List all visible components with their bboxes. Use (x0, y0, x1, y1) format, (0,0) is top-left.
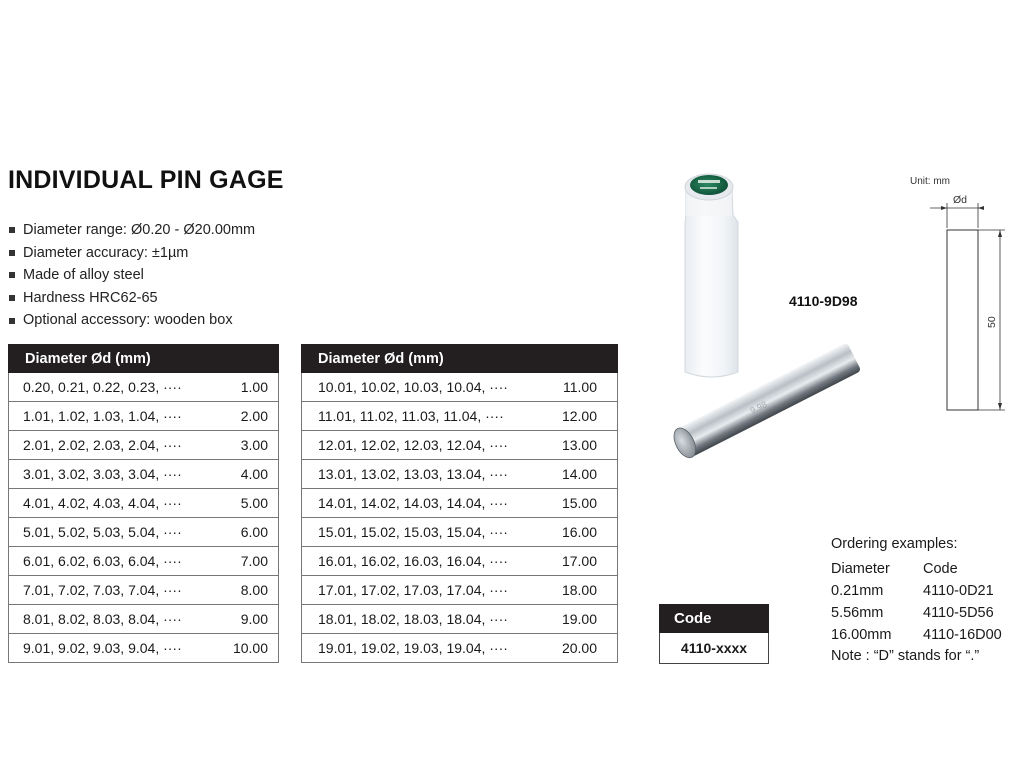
ordering-row (831, 580, 1002, 602)
row-end: 15.00 (561, 495, 597, 511)
table-row (302, 547, 618, 576)
ordering-code: 4110-5D56 (923, 605, 994, 621)
row-end: 9.00 (240, 611, 268, 627)
ordering-row (831, 624, 1002, 646)
length-label: 50 (986, 316, 998, 328)
ordering-examples (831, 536, 1002, 664)
row-end: 6.00 (240, 524, 268, 540)
ordering-heading: Ordering examples: (831, 536, 958, 552)
ordering-col-diameter: Diameter (831, 561, 890, 577)
table-row (302, 460, 618, 489)
table-row (9, 605, 279, 634)
row-values: 4.01, 4.02, 4.03, 4.04, ···· (23, 495, 182, 511)
diameter-table-right (301, 344, 618, 663)
table-row (302, 373, 618, 402)
feature-item (9, 219, 255, 242)
row-end: 19.00 (561, 611, 597, 627)
ordering-diameter: 5.56mm (831, 605, 884, 621)
table-header: Diameter Ød (mm) (9, 345, 279, 373)
row-end: 10.00 (232, 640, 268, 656)
row-end: 7.00 (240, 553, 268, 569)
row-end: 4.00 (240, 466, 268, 482)
row-values: 19.01, 19.02, 19.03, 19.04, ···· (318, 640, 508, 656)
bullet-square-icon (9, 295, 15, 301)
feature-item (9, 264, 255, 287)
table-row (9, 460, 279, 489)
table-row (9, 518, 279, 547)
row-values: 9.01, 9.02, 9.03, 9.04, ···· (23, 640, 182, 656)
bullet-square-icon (9, 227, 15, 233)
ordering-code: 4110-0D21 (923, 583, 994, 599)
table-row (9, 489, 279, 518)
code-box-header: Code (660, 605, 769, 633)
code-box-value: 4110-xxxx (660, 633, 769, 664)
table-row (302, 518, 618, 547)
table-row (9, 373, 279, 402)
bullet-square-icon (9, 250, 15, 256)
ordering-code: 4110-16D00 (923, 627, 1002, 643)
row-end: 20.00 (561, 640, 597, 656)
bullet-square-icon (9, 272, 15, 278)
row-end: 12.00 (561, 408, 597, 424)
row-values: 1.01, 1.02, 1.03, 1.04, ···· (23, 408, 182, 424)
feature-text: Made of alloy steel (23, 267, 144, 284)
table-row (9, 634, 279, 663)
diameter-symbol-label: Ød (953, 194, 968, 206)
table-header: Diameter Ød (mm) (302, 345, 618, 373)
table-row (9, 402, 279, 431)
page-title: INDIVIDUAL PIN GAGE (8, 166, 284, 194)
unit-label: Unit: mm (910, 176, 950, 187)
row-end: 17.00 (561, 553, 597, 569)
row-values: 17.01, 17.02, 17.03, 17.04, ···· (318, 582, 508, 598)
code-box (659, 604, 769, 664)
row-values: 10.01, 10.02, 10.03, 10.04, ···· (318, 379, 508, 395)
ordering-col-code: Code (923, 561, 958, 577)
row-values: 6.01, 6.02, 6.03, 6.04, ···· (23, 553, 182, 569)
row-end: 5.00 (240, 495, 268, 511)
ordering-diameter: 0.21mm (831, 583, 884, 599)
row-values: 12.01, 12.02, 12.03, 12.04, ···· (318, 437, 508, 453)
row-values: 13.01, 13.02, 13.03, 13.04, ···· (318, 466, 508, 482)
svg-text:9.98: 9.98 (748, 399, 769, 416)
table-row (302, 402, 618, 431)
row-values: 0.20, 0.21, 0.22, 0.23, ···· (23, 379, 182, 395)
row-values: 11.01, 11.02, 11.03, 11.04, ···· (318, 408, 504, 424)
feature-item (9, 309, 255, 332)
table-row (302, 605, 618, 634)
row-end: 1.00 (240, 379, 268, 395)
row-end: 8.00 (240, 582, 268, 598)
pin-gage-product-image (640, 160, 870, 460)
row-end: 2.00 (240, 408, 268, 424)
row-end: 3.00 (240, 437, 268, 453)
table-row (302, 576, 618, 605)
ordering-header-row (831, 558, 1002, 580)
row-values: 15.01, 15.02, 15.03, 15.04, ···· (318, 524, 508, 540)
row-end: 14.00 (561, 466, 597, 482)
row-values: 2.01, 2.02, 2.03, 2.04, ···· (23, 437, 182, 453)
diameter-table-left (8, 344, 279, 663)
row-values: 14.01, 14.02, 14.03, 14.04, ···· (318, 495, 508, 511)
feature-text: Diameter accuracy: ±1µm (23, 244, 189, 261)
table-row (9, 576, 279, 605)
bullet-square-icon (9, 318, 15, 324)
feature-list (9, 219, 255, 332)
table-row (9, 431, 279, 460)
row-end: 16.00 (561, 524, 597, 540)
row-end: 18.00 (561, 582, 597, 598)
feature-text: Diameter range: Ø0.20 - Ø20.00mm (23, 222, 256, 238)
row-values: 5.01, 5.02, 5.03, 5.04, ···· (23, 524, 182, 540)
dimension-diagram (900, 170, 1010, 420)
table-row (302, 431, 618, 460)
ordering-note: Note : “D” stands for “.” (831, 648, 980, 664)
product-model-label: 4110-9D98 (789, 293, 858, 309)
row-end: 11.00 (563, 379, 597, 395)
ordering-diameter: 16.00mm (831, 627, 892, 643)
row-values: 16.01, 16.02, 16.03, 16.04, ···· (318, 553, 508, 569)
row-values: 8.01, 8.02, 8.03, 8.04, ···· (23, 611, 182, 627)
feature-item (9, 287, 255, 310)
row-values: 18.01, 18.02, 18.03, 18.04, ···· (318, 611, 508, 627)
row-end: 13.00 (561, 437, 597, 453)
feature-text: Optional accessory: wooden box (23, 312, 233, 329)
table-row (9, 547, 279, 576)
feature-text: Hardness HRC62-65 (23, 289, 158, 306)
row-values: 7.01, 7.02, 7.03, 7.04, ···· (23, 582, 182, 598)
table-row (302, 489, 618, 518)
feature-item (9, 242, 255, 265)
table-row (302, 634, 618, 663)
row-values: 3.01, 3.02, 3.03, 3.04, ···· (23, 466, 182, 482)
ordering-row (831, 602, 1002, 624)
